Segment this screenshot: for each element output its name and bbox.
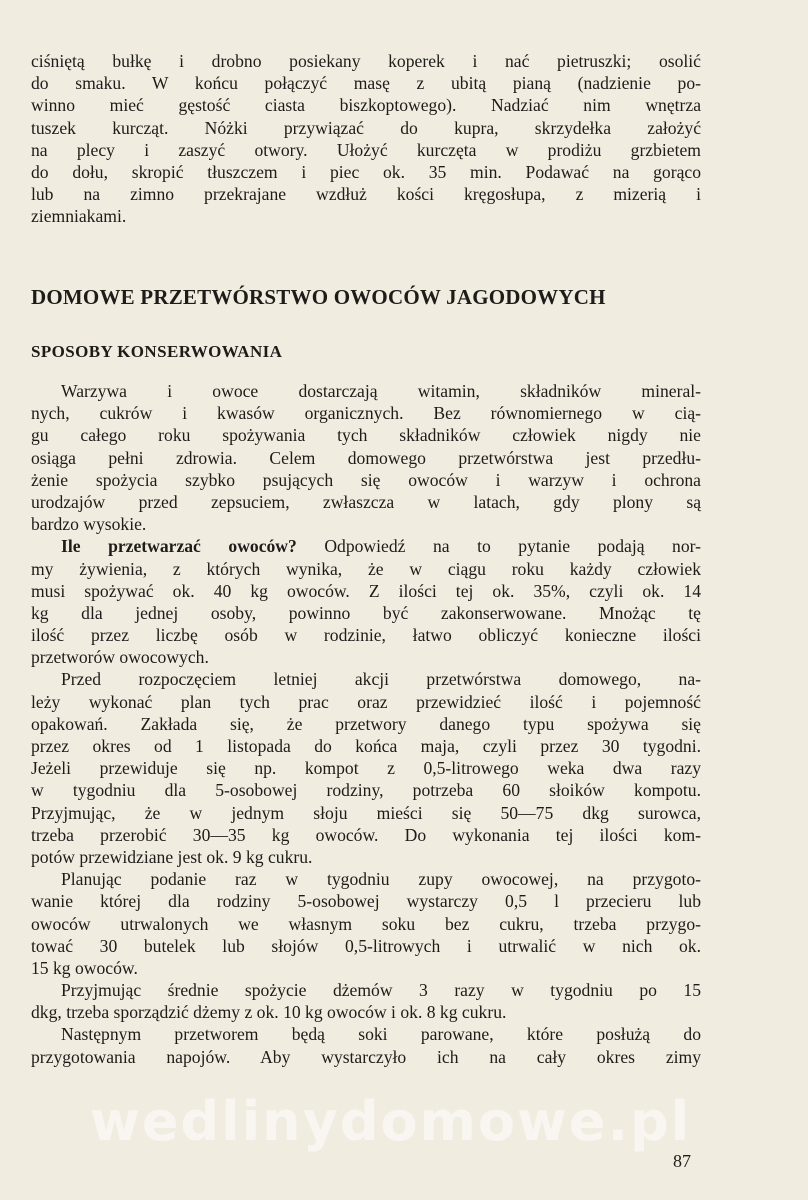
text-line: do smaku. W końcu połączyć masę z ubitą pianą (nadzienie po-	[31, 73, 701, 94]
text-line: Przed rozpoczęciem letniej akcji przetwórstwa domowego, na-	[61, 669, 701, 690]
text-line: dkg, trzeba sporządzić dżemy z ok. 10 kg owoców i ok. 8 kg cukru.	[31, 1002, 507, 1023]
text-line: Warzywa i owoce dostarczają witamin, składników mineral-	[61, 381, 701, 401]
text-line: owoców utrwalonych we własnym soku bez cukru, trzeba przygo-	[31, 913, 701, 934]
text-line: tować 30 butelek lub słojów 0,5-litrowych i utrwalić w nich ok.	[31, 935, 701, 956]
text-line: na plecy i zaszyć otwory. Ułożyć kurczęta w prodiżu grzbietem	[31, 139, 701, 160]
text-line: ciśniętą bułkę i drobno posiekany koperek i nać pietruszki; osolić	[31, 51, 701, 71]
text-line: opakowań. Zakłada się, że przetwory danego typu spożywa się	[31, 713, 701, 734]
text-line: trzeba przerobić 30—35 kg owoców. Do wykonania tej ilości kom-	[31, 824, 701, 845]
text-line: bardzo wysokie.	[31, 514, 147, 535]
text-line: Następnym przetworem będą soki parowane, które posłużą do	[61, 1024, 701, 1045]
text-line: do dołu, skropić tłuszczem i piec ok. 35 min. Podawać na gorąco	[31, 161, 701, 182]
text-fragment: Odpowiedź na to pytanie podają nor-	[296, 536, 702, 557]
text-line: żenie spożycia szybko psujących się owoców i warzyw i ochrona	[31, 469, 701, 490]
text-line: potów przewidziane jest ok. 9 kg cukru.	[31, 846, 313, 867]
text-line: kg dla jednej osoby, powinno być zakonserwowane. Mnożąc tę	[31, 602, 701, 623]
text-line: przygotowania napojów. Aby wystarczyło ich na cały okres zimy	[31, 1046, 701, 1067]
text-line: osiąga pełni zdrowia. Celem domowego przetwórstwa jest przedłu-	[31, 447, 701, 468]
text-line: lub na zimno przekrajane wzdłuż kości kręgosłupa, z mizerią i	[31, 184, 701, 205]
page-number: 87	[673, 1151, 691, 1171]
text-line: przez okres od 1 listopada do końca maja, czyli przez 30 tygodni.	[31, 736, 701, 756]
text-line: ilość przez liczbę osób w rodzinie, łatwo obliczyć konieczne ilości	[31, 625, 701, 646]
text-line: tuszek kurcząt. Nóżki przywiązać do kupra, skrzydełka założyć	[31, 117, 701, 138]
watermark: wedlinydomowe.pl	[90, 1090, 692, 1153]
text-line: my żywienia, z których wynika, że w ciągu roku każdy człowiek	[31, 558, 701, 579]
text-line: Planując podanie raz w tygodniu zupy owocowej, na przygoto-	[61, 869, 701, 890]
text-line: Przyjmując, że w jednym słoju mieści się 50—75 dkg surowca,	[31, 802, 701, 823]
text-line: gu całego roku spożywania tych składników człowiek nigdy nie	[31, 425, 701, 446]
question-heading: Ile przetwarzać owoców?	[61, 536, 297, 557]
text-line: przetworów owocowych.	[31, 647, 209, 668]
text-line: Przyjmując średnie spożycie dżemów 3 razy w tygodniu po 15	[61, 980, 701, 1001]
text-line	[31, 535, 701, 557]
text-line: nych, cukrów i kwasów organicznych. Bez równomiernego w cią-	[31, 403, 701, 424]
text-line: wanie której dla rodziny 5-osobowej wystarczy 0,5 l przecieru lub	[31, 891, 701, 912]
intro-paragraph	[31, 50, 701, 228]
text-line: Jeżeli przewiduje się np. kompot z 0,5-litrowego weka dwa razy	[31, 758, 701, 779]
text-line: ziemniakami.	[31, 206, 127, 227]
text-line: leży wykonać plan tych prac oraz przewidzieć ilość i pojemność	[31, 691, 701, 712]
section-title: SPOSOBY KONSERWOWANIA	[31, 342, 283, 361]
text-line: w tygodniu dla 5-osobowej rodziny, potrzeba 60 słoików kompotu.	[31, 780, 701, 801]
body-text	[31, 380, 701, 1068]
text-line: winno mieć gęstość ciasta biszkoptowego). Nadziać nim wnętrza	[31, 95, 701, 116]
chapter-title: DOMOWE PRZETWÓRSTWO OWOCÓW JAGODOWYCH	[31, 285, 606, 309]
text-line: 15 kg owoców.	[31, 957, 138, 978]
text-line: urodzajów przed zepsuciem, zwłaszcza w latach, gdy plony są	[31, 491, 701, 512]
text-line: musi spożywać ok. 40 kg owoców. Z ilości tej ok. 35%, czyli ok. 14	[31, 580, 701, 601]
